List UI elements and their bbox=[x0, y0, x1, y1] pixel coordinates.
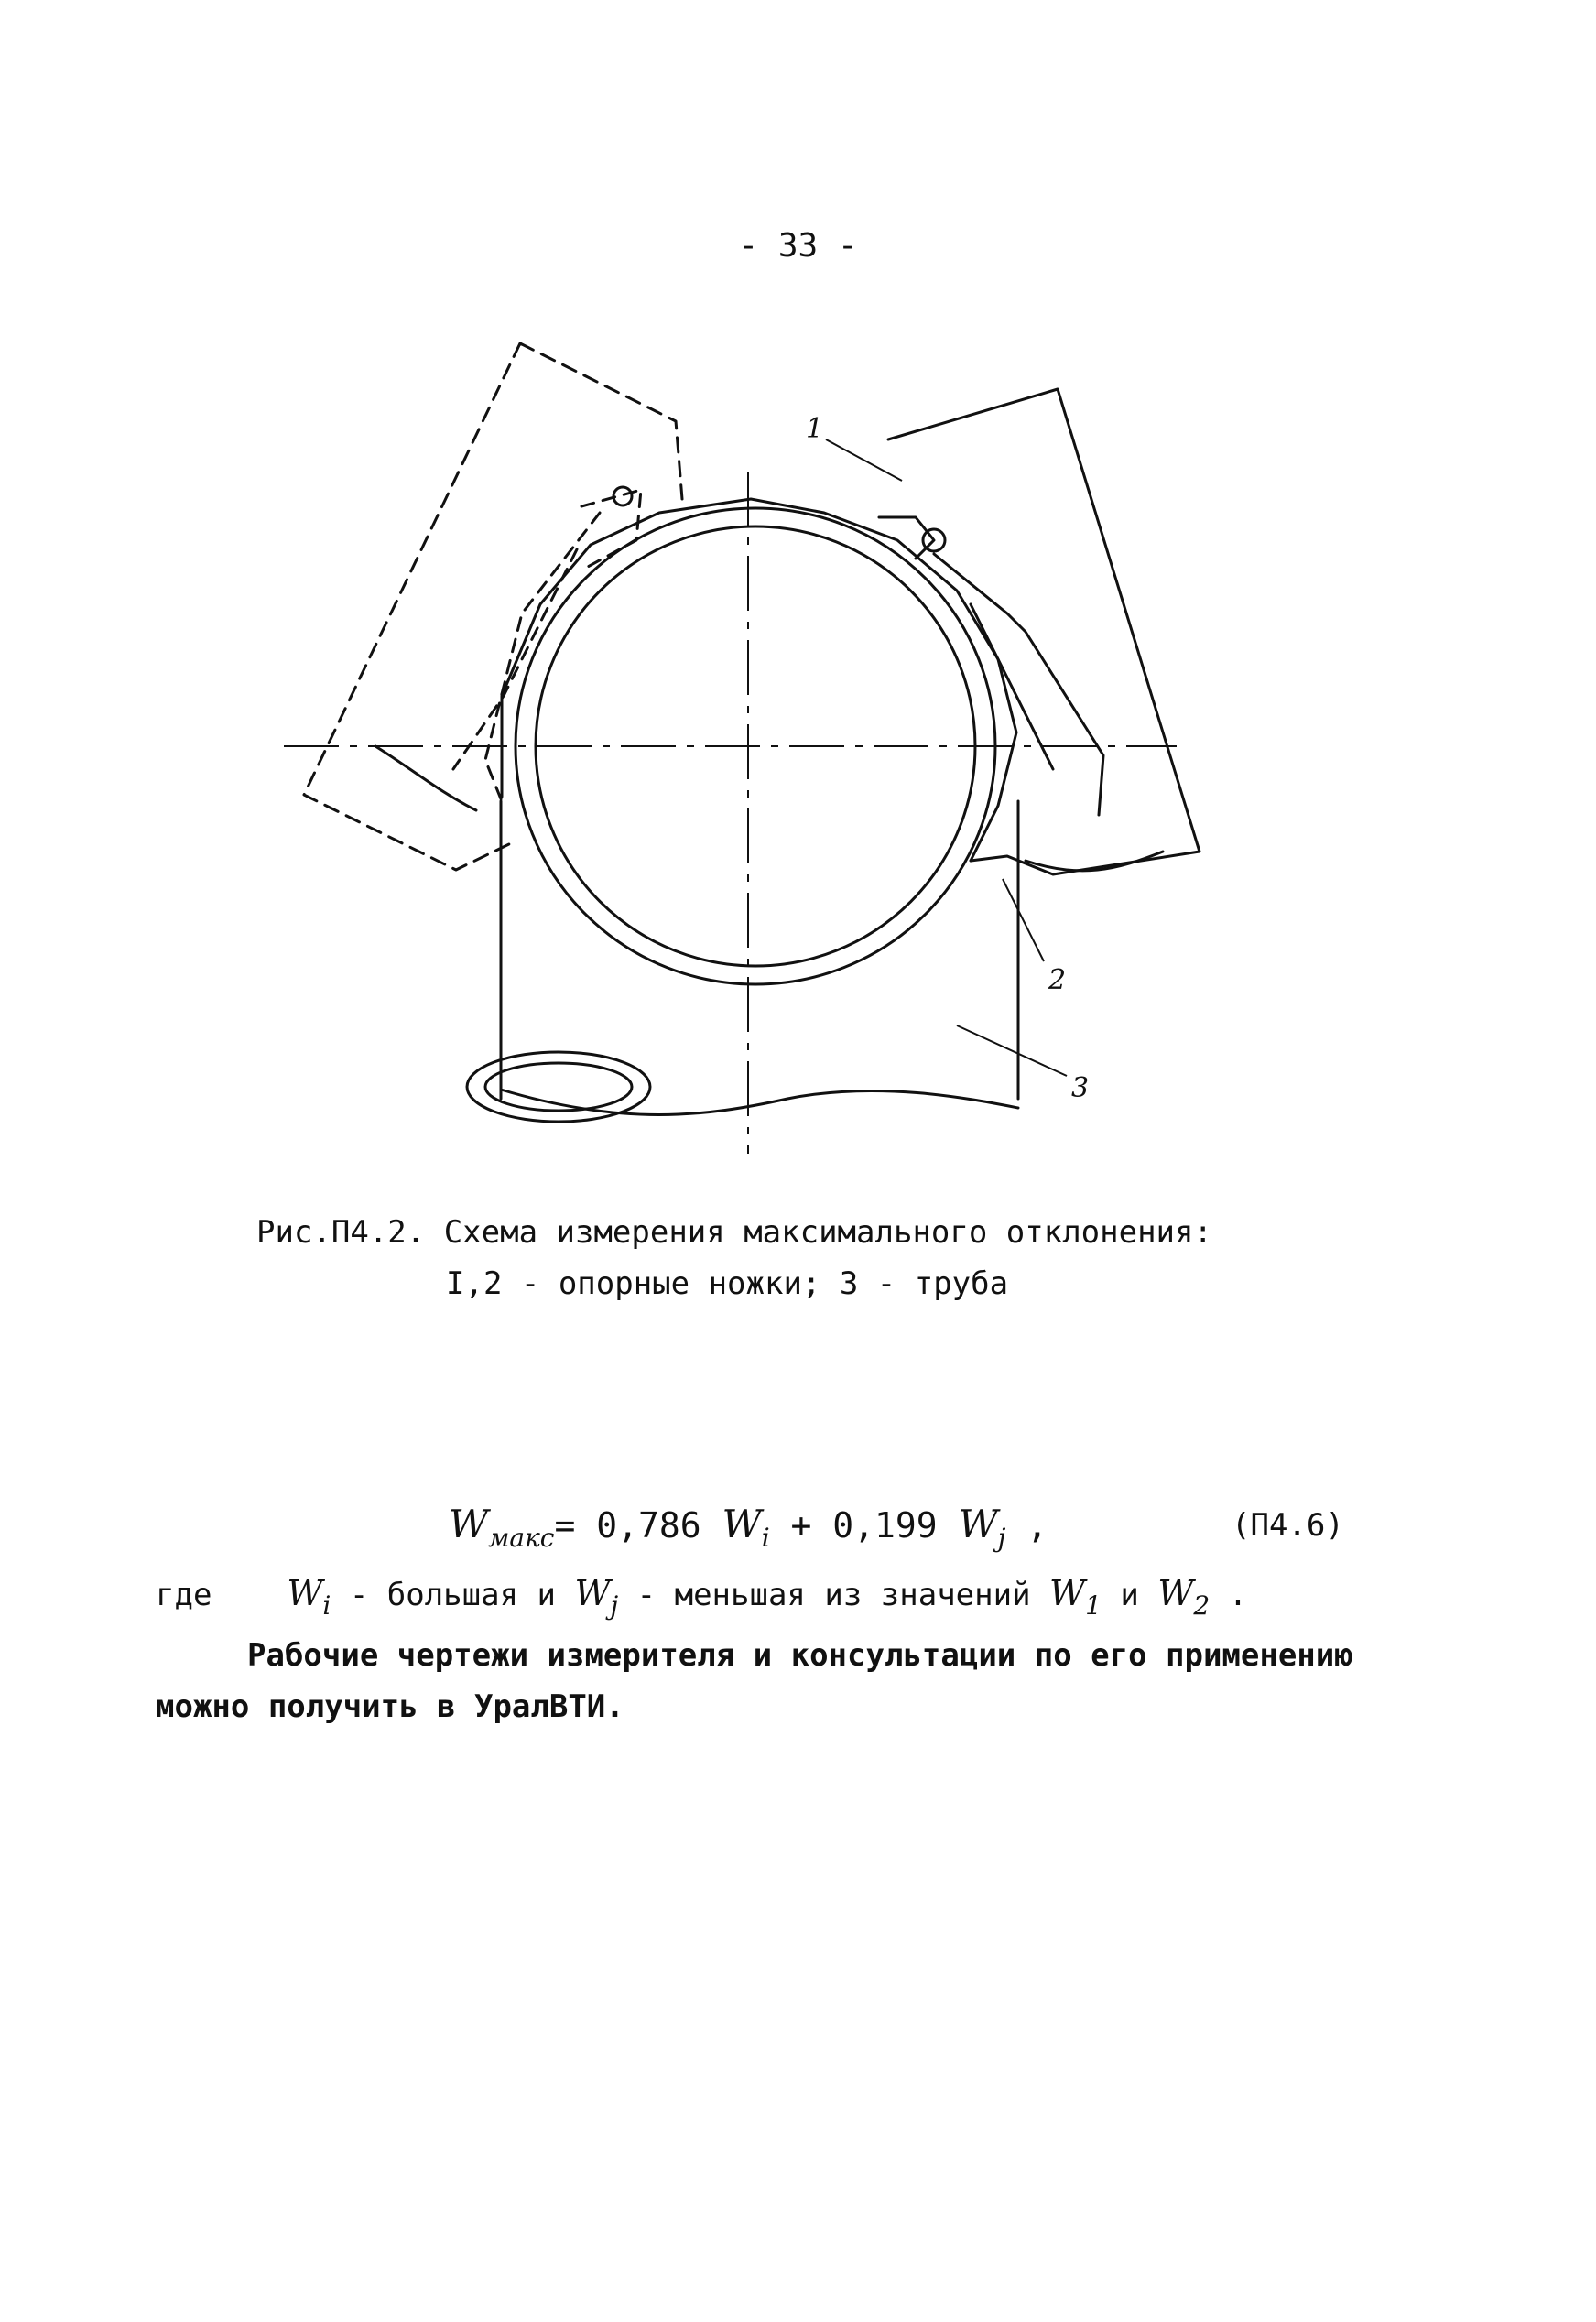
measurement-diagram bbox=[275, 330, 1245, 1181]
figure-caption bbox=[256, 1207, 1355, 1309]
formula-tail: , bbox=[1005, 1505, 1048, 1546]
paragraph-line-1: Рабочие чертежи измерителя и консультации по его применению bbox=[247, 1637, 1353, 1674]
where-w2-w: W bbox=[1157, 1573, 1194, 1613]
left-scale bbox=[375, 746, 476, 810]
formula bbox=[449, 1502, 1364, 1566]
caption-line-1: Рис.П4.2. Схема измерения максимального отклонения: bbox=[256, 1214, 1212, 1251]
formula-term1-w: W bbox=[722, 1502, 762, 1546]
label-2: 2 bbox=[1048, 964, 1067, 996]
where-w1-sub: 1 bbox=[1085, 1590, 1102, 1621]
where-wi-sub: i bbox=[322, 1590, 331, 1621]
where-wi-w: W bbox=[287, 1573, 323, 1613]
where-text4: . bbox=[1210, 1577, 1248, 1613]
caption-line-2: I,2 - опорные ножки; 3 - труба bbox=[446, 1265, 1009, 1302]
clamp-collar bbox=[502, 499, 1016, 861]
where-text1: - большая и bbox=[331, 1577, 575, 1613]
right-plate-1 bbox=[888, 389, 1200, 874]
where-line bbox=[156, 1573, 1438, 1621]
formula-term1-sub: i bbox=[761, 1523, 770, 1553]
where-text3: и bbox=[1101, 1577, 1158, 1613]
body-paragraph bbox=[156, 1630, 1364, 1732]
where-word: где bbox=[156, 1577, 212, 1613]
label-1: 1 bbox=[806, 413, 824, 445]
formula-lhs-w: W bbox=[449, 1502, 489, 1546]
where-wj-sub: j bbox=[610, 1590, 619, 1621]
label-3: 3 bbox=[1071, 1072, 1090, 1104]
where-text2: - меньшая из значений bbox=[618, 1577, 1050, 1613]
where-wj-w: W bbox=[574, 1573, 611, 1613]
formula-term2-w: W bbox=[958, 1502, 998, 1546]
formula-term2-sub: j bbox=[997, 1523, 1006, 1553]
formula-coef2: + 0,199 bbox=[769, 1505, 959, 1546]
left-plate-dashed bbox=[304, 343, 682, 870]
formula-lhs-sub: макс bbox=[488, 1523, 555, 1553]
page-number: - 33 - bbox=[738, 227, 858, 265]
paragraph-line-2: можно получить в УралВТИ. bbox=[156, 1688, 624, 1725]
where-w2-sub: 2 bbox=[1193, 1590, 1211, 1621]
where-w1-w: W bbox=[1049, 1573, 1086, 1613]
equation-number: (П4.6) bbox=[1232, 1507, 1344, 1544]
formula-coef1: = 0,786 bbox=[554, 1505, 722, 1546]
